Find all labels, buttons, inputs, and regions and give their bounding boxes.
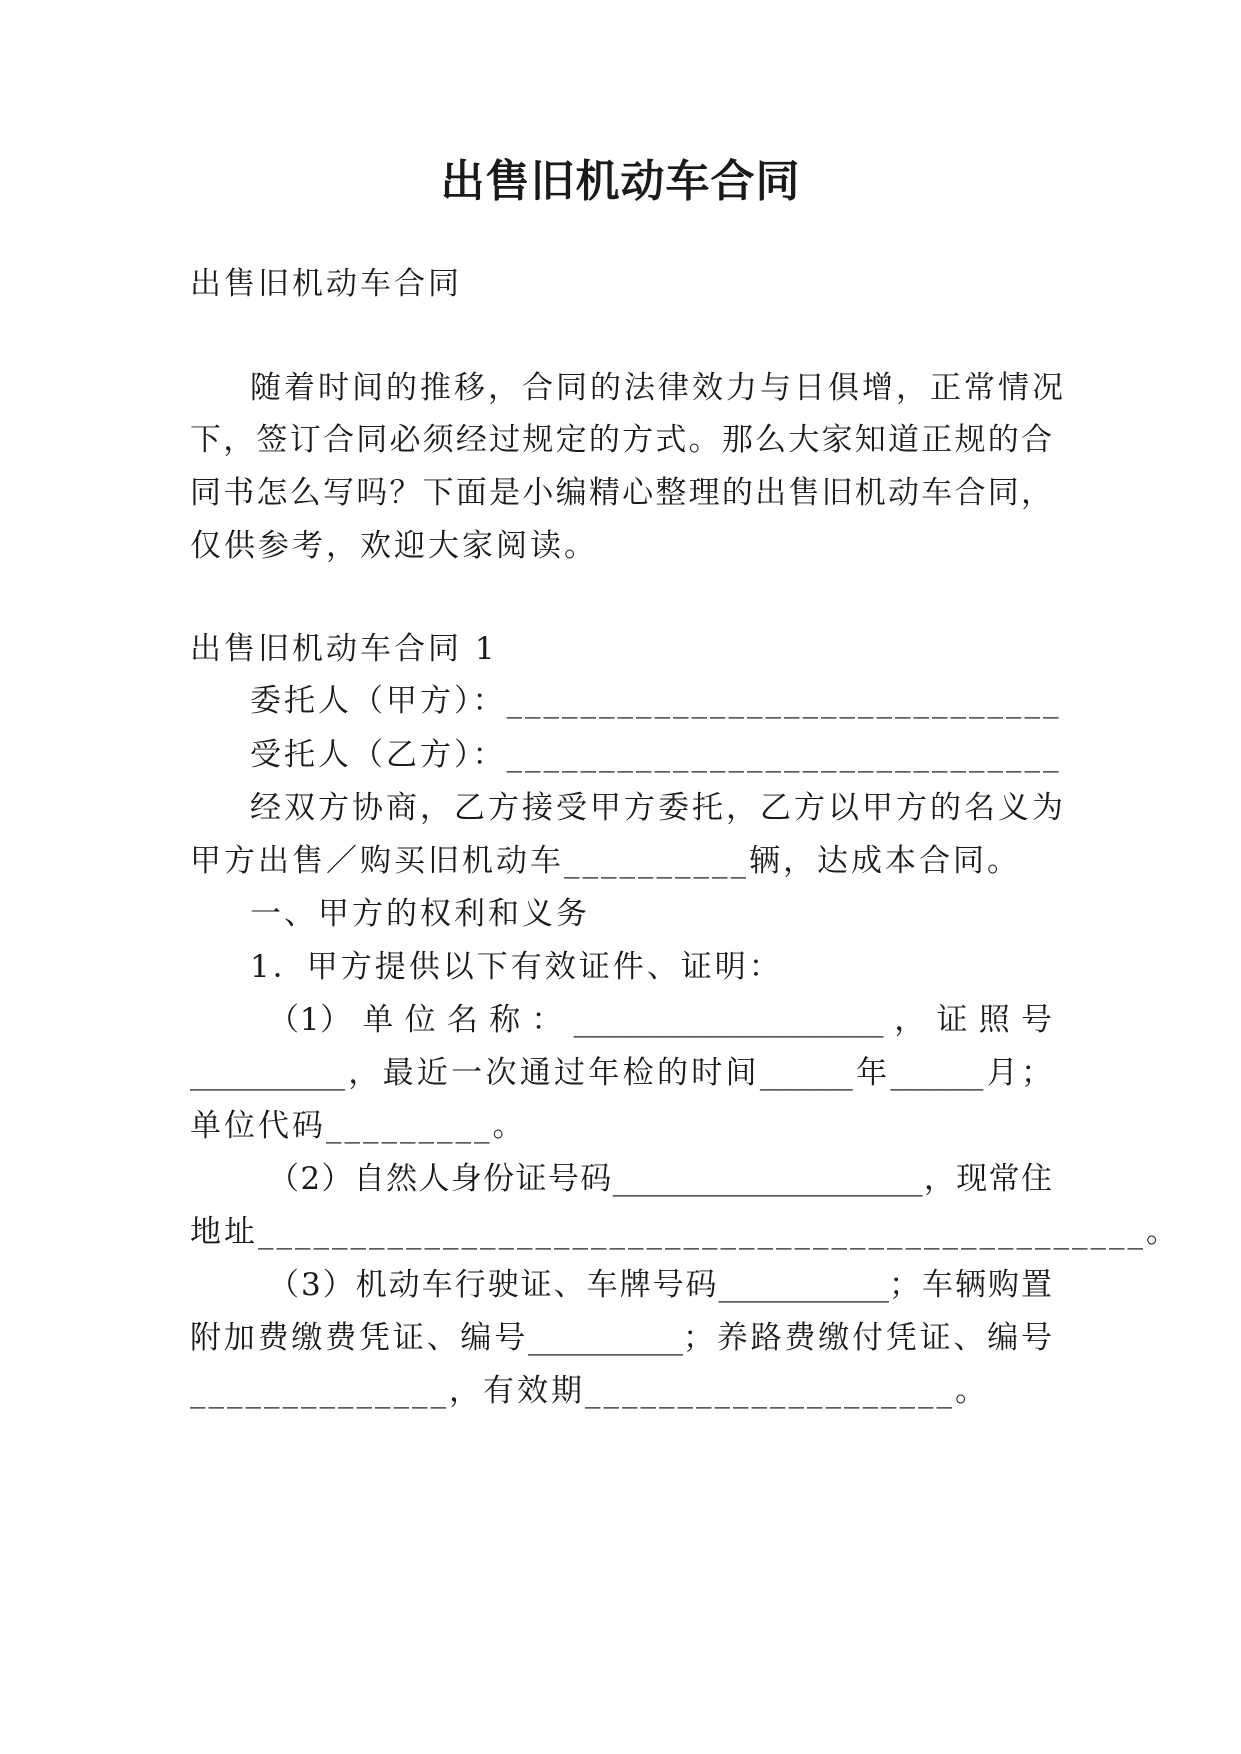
section-heading: 出售旧机动车合同 1 (190, 631, 498, 667)
clause-item: 1．甲方提供以下有效证件、证明： (250, 949, 783, 985)
document-subtitle: 出售旧机动车合同 (190, 266, 462, 302)
intro-paragraph-line: 随着时间的推移，合同的法律效力与日俱增，正常情况 (250, 370, 1066, 406)
clause-item: 附加费缴费凭证、编号__________；养路费缴付凭证、编号 (190, 1320, 1052, 1356)
clause-item: ______________，有效期____________________。 (190, 1373, 989, 1409)
clause-heading: 一、甲方的权利和义务 (250, 896, 590, 932)
agreement-paragraph-line: 经双方协商，乙方接受甲方委托，乙方以甲方的名义为 (250, 790, 1066, 826)
clause-item: 地址________________________________________________。 (190, 1214, 1180, 1250)
intro-paragraph-line: 同书怎么写吗？下面是小编精心整理的出售旧机动车合同， (190, 475, 1052, 511)
intro-paragraph-line: 下，签订合同必须经过规定的方式。那么大家知道正规的合 (190, 422, 1052, 458)
clause-item: （2）自然人身份证号码____________________，现常住 (268, 1161, 1052, 1197)
principal-field: 委托人（甲方）：______________________________ (250, 683, 1062, 719)
clause-item: （3）机动车行驶证、车牌号码___________；车辆购置 (268, 1267, 1052, 1303)
intro-paragraph-line: 仅供参考，欢迎大家阅读。 (190, 528, 598, 564)
clause-item: （1） 单 位 名 称 ： ____________________ ， 证 照 号 (268, 1002, 1052, 1038)
clause-item: 单位代码_________。 (190, 1108, 527, 1144)
agent-field: 受托人（乙方）：______________________________ (250, 737, 1062, 773)
document-title: 出售旧机动车合同 (440, 156, 801, 207)
agreement-paragraph-line: 甲方出售／购买旧机动车__________辆，达成本合同。 (190, 843, 1021, 879)
clause-item: __________，最近一次通过年检的时间______年______月； (190, 1055, 1052, 1091)
